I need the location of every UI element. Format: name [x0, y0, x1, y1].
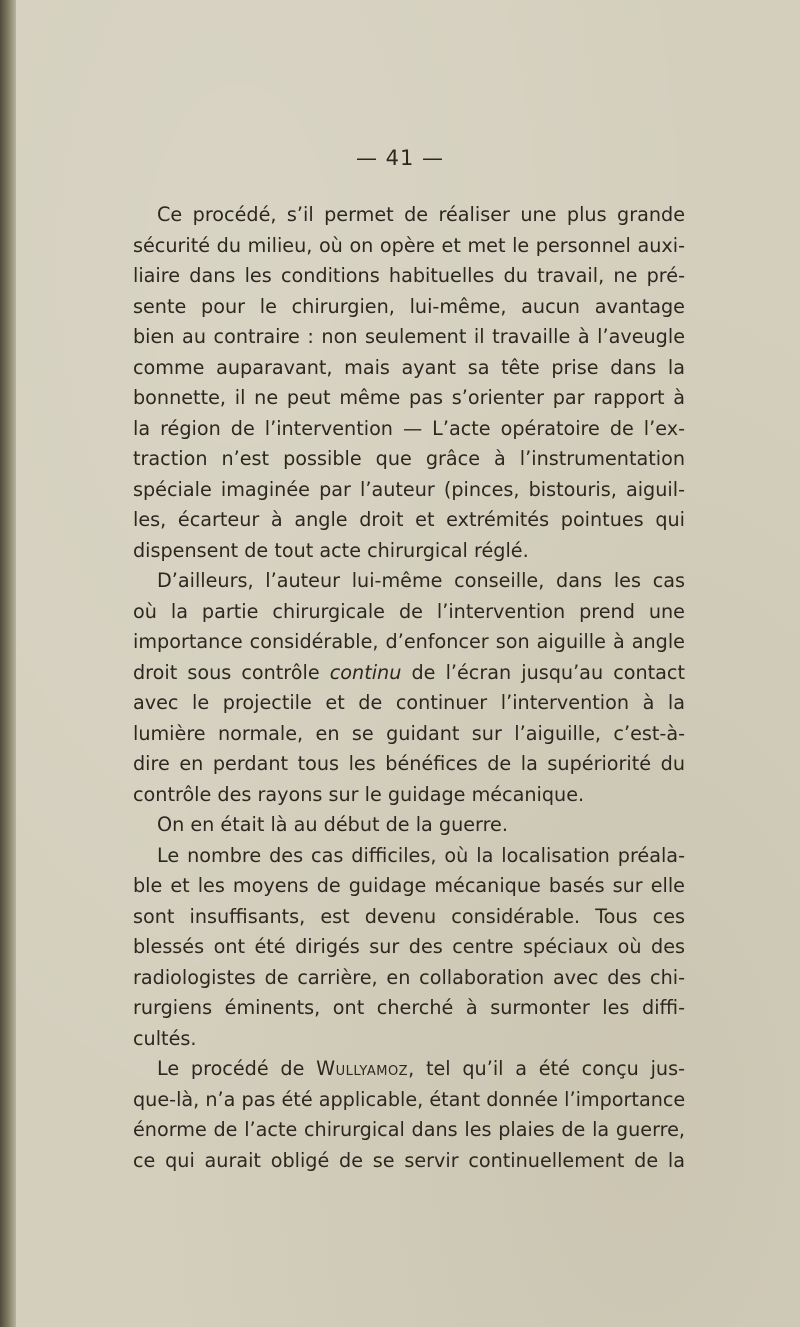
- text-line: lumière normale, en se guidant sur l’aiguille, c’est-à-: [133, 721, 685, 745]
- text-line: D’ailleurs, l’auteur lui-même conseille, dans les cas: [157, 569, 685, 592]
- text-line: les, écarteur à angle droit et extrémités pointues qui: [133, 508, 685, 531]
- text-line: Ce procédé, s’il permet de réaliser une plus grande: [157, 203, 685, 226]
- text-line: ce qui aurait obligé de se servir continuellement de la: [133, 1148, 685, 1172]
- text-line: importance considérable, d’enfoncer son aiguille à angle: [133, 630, 685, 653]
- text-line: énorme de l’acte chirurgical dans les plaies de la guerre,: [133, 1118, 685, 1141]
- text-line: traction n’est possible que grâce à l’instrumentation: [133, 447, 685, 470]
- text-line: rurgiens éminents, ont cherché à surmonter les diffi-: [133, 996, 685, 1019]
- text-line: dispensent de tout acte chirurgical réglé.: [133, 538, 529, 562]
- text-line: ble et les moyens de guidage mécanique basés sur elle: [133, 874, 685, 897]
- text-line: bien au contraire : non seulement il travaille à l’aveugle: [133, 325, 685, 348]
- text-line: sécurité du milieu, où on opère et met le personnel auxi-: [133, 233, 685, 257]
- text-line: que-là, n’a pas été applicable, étant donnée l’importance: [133, 1087, 686, 1111]
- text-line: bonnette, il ne peut même pas s’orienter par rapport à: [133, 386, 685, 409]
- text-line: Le nombre des cas difficiles, où la localisation préala-: [157, 843, 685, 867]
- emphasis-word: continu: [329, 660, 402, 684]
- text-line: blessés ont été dirigés sur des centre spéciaux où des: [133, 935, 685, 958]
- text-line: Le procédé de Wullyamoz, tel qu’il a été conçu jus-: [157, 1057, 685, 1080]
- text-line: sente pour le chirurgien, lui-même, aucun avantage: [133, 294, 685, 318]
- text-line: spéciale imaginée par l’auteur (pinces, bistouris, aiguil-: [133, 477, 685, 501]
- text-line: comme auparavant, mais ayant sa tête prise dans la: [133, 355, 685, 379]
- page-binding-edge: [0, 0, 16, 1327]
- author-name: Wullyamoz: [316, 1057, 409, 1080]
- text-line: radiologistes de carrière, en collaboration avec des chi-: [133, 965, 685, 989]
- text-line: liaire dans les conditions habituelles du travail, ne pré-: [133, 264, 685, 287]
- text-line: sont insuffisants, est devenu considérable. Tous ces: [133, 904, 685, 928]
- text-line: On en était là au début de la guerre.: [157, 813, 508, 836]
- text-line: la région de l’intervention — L’acte opératoire de l’ex-: [133, 416, 685, 440]
- page-number: — 41 —: [355, 146, 445, 170]
- text-line: droit sous contrôle continu de l’écran jusqu’au contact: [133, 660, 686, 684]
- text-line: cultés.: [133, 1026, 197, 1050]
- text-line: avec le projectile et de continuer l’intervention à la: [133, 691, 685, 714]
- body-text: [133, 200, 685, 1176]
- text-line: où la partie chirurgicale de l’intervention prend une: [133, 599, 685, 623]
- text-line: dire en perdant tous les bénéfices de la supériorité du: [133, 752, 685, 775]
- text-line: contrôle des rayons sur le guidage mécanique.: [133, 782, 585, 806]
